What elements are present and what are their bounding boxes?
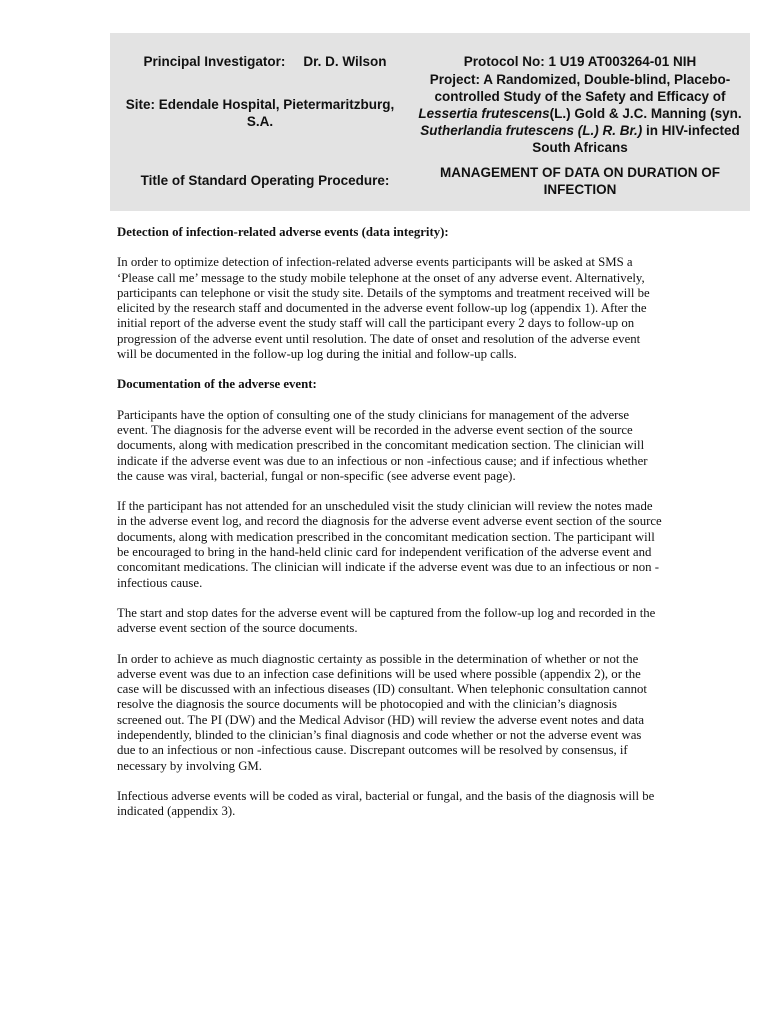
- project-end: in HIV-infected South Africans: [532, 123, 740, 155]
- species-name-1: Lessertia frutescens: [418, 106, 550, 121]
- sop-title-label: Title of Standard Operating Procedure:: [140, 173, 390, 188]
- documentation-heading: Documentation of the adverse event:: [117, 377, 317, 392]
- sop-title-line-1: MANAGEMENT OF DATA ON DURATION OF: [440, 165, 720, 180]
- protocol-header-box: [110, 33, 750, 211]
- document-body: [117, 225, 662, 835]
- pi-name: Dr. D. Wilson: [303, 54, 387, 69]
- site-line-1: Site: Edendale Hospital, Pietermaritzburg,: [125, 97, 395, 112]
- detection-paragraph: In order to optimize detection of infection-related adverse events participants will be asked at SMS a ‘Please call me’ message to the study mobile telephone at the onset of any adverse event. Alternatively, participants can telephone or visit the study site. Details of the symptoms and treatment received will be elicited by the research staff and documented in the adverse event follow-up log (appendix 1). After the initial report of the adverse event the study staff will call the participant every 2 days to follow-up on progression of the adverse event until resolution. The date of onset and resolution of the adverse event will be documented in the follow-up log during the initial and follow-up calls.: [117, 255, 650, 362]
- project-title: [415, 71, 745, 156]
- principal-investigator: [120, 53, 410, 70]
- project-intro: Project: A Randomized, Double-blind, Placebo-controlled Study of the Safety and Efficacy of: [429, 72, 731, 104]
- site-info: [110, 96, 410, 130]
- sop-title: [415, 164, 745, 198]
- sop-title-line-2: INFECTION: [543, 182, 617, 197]
- documentation-paragraph-2: If the participant has not attended for an unscheduled visit the study clinician will review the notes made in the adverse event log, and record the diagnosis for the adverse event adverse event section of the source documents, along with medication prescribed in the concomitant medication section. The participant will be encouraged to bring in the hand-held clinic card for independent verification of the adverse event and concomitant medications. The clinician will indicate if the adverse event was due to an infectious or non -infectious cause.: [117, 499, 662, 590]
- site-line-2: S.A.: [246, 114, 274, 129]
- documentation-paragraph-4: In order to achieve as much diagnostic certainty as possible in the determination of whether or not the adverse event was due to an infection case definitions will be used where possible (appendix 2), or the case will be discussed with an infectious diseases (ID) consultant. When telephonic consultation cannot resolve the diagnosis the source documents will be photocopied and with the clinician’s diagnosis screened out. The PI (DW) and the Medical Advisor (HD) will review the adverse event notes and data independently, blinded to the clinician’s final diagnosis and code whether or not the adverse event was due to an infectious or non -infectious cause. Discrepant outcomes will be resolved by consensus, if necessary by involving GM.: [117, 651, 647, 773]
- species-name-2: Sutherlandia frutescens (L.) R. Br.): [420, 123, 643, 138]
- documentation-paragraph-3: The start and stop dates for the adverse event will be captured from the follow-up log and recorded in the adverse event section of the source documents.: [117, 605, 656, 636]
- pi-label: Principal Investigator:: [143, 54, 286, 69]
- documentation-paragraph-5: Infectious adverse events will be coded as viral, bacterial or fungal, and the basis of the diagnosis will be indicated (appendix 3).: [117, 788, 655, 819]
- documentation-paragraph-1: Participants have the option of consulting one of the study clinicians for management of the adverse event. The diagnosis for the adverse event will be recorded in the adverse event section of the source documents, along with medication prescribed in the concomitant medication section. The clinician will indicate if the adverse event was due to an infectious or non -infectious cause; and if infectious whether the cause was viral, bacterial, fungal or non-specific (see adverse event page).: [117, 407, 648, 483]
- detection-heading: Detection of infection-related adverse events (data integrity):: [117, 225, 449, 239]
- protocol-number: Protocol No: 1 U19 AT003264-01 NIH: [463, 54, 697, 69]
- authors-1: (L.) Gold & J.C. Manning (syn.: [549, 106, 742, 121]
